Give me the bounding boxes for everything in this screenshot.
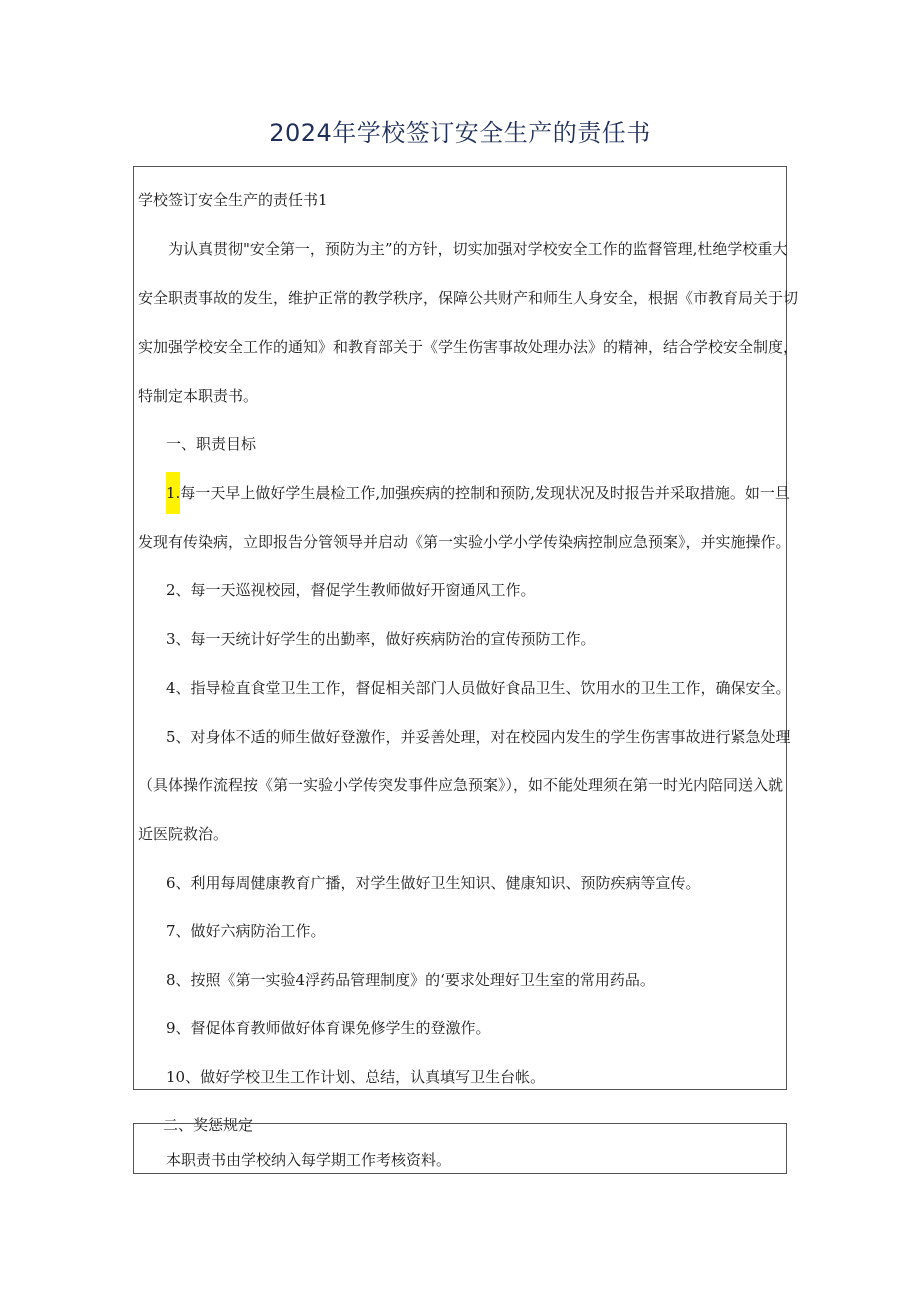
item-5-line-2: （具体操作流程按《第一实验小学传突发事件应急预案》），如不能处理须在第一时光内陪同送入就 <box>138 776 784 794</box>
item-8: 8、按照《第一实验4浮药品管理制度》的‘要求处理好卫生室的常用药品。 <box>166 971 655 989</box>
item-5-line-3: 近医院救治。 <box>138 825 229 843</box>
item-1-marker-highlight: 1. <box>166 472 180 514</box>
intro-line-1: 为认真贯彻"安全第一，预防为主”的方针，切实加强对学校安全工作的监督管理,杜绝学校重大 <box>168 240 788 258</box>
document-title: 2024年学校签订安全生产的责任书 <box>269 119 651 147</box>
intro-line-2: 安全职责事故的发生，维护正常的教学秩序，保障公共财产和师生人身安全，根据《市教育局关于切 <box>138 289 799 307</box>
item-7: 7、做好六病防治工作。 <box>166 922 326 940</box>
item-1-line-2: 发现有传染病，立即报告分管领导并启动《第一实验小学小学传染病控制应急预案》，并实施操作。 <box>138 533 791 551</box>
item-1-text: 每一天早上做好学生晨检工作,加强疾病的控制和预防,发现状况及时报告并采取措施。如一旦 <box>180 484 790 502</box>
item-2: 2、每一天巡视校园，督促学生教师做好开窗通风工作。 <box>166 581 536 599</box>
item-10: 10、做好学校卫生工作计划、总结，认真填写卫生台帐。 <box>166 1068 546 1086</box>
item-3: 3、每一天统计好学生的出勤率，做好疾病防治的宣传预防工作。 <box>166 630 596 648</box>
intro-line-3: 实加强学校安全工作的通知》和教育部关于《学生伤害事故处理办法》的精神，结合学校安全制度， <box>138 338 799 356</box>
section2-line-1: 本职责书由学校纳入每学期工作考核资料。 <box>166 1151 452 1169</box>
section1-heading: 一、职责目标 <box>166 435 257 453</box>
section2-heading: 二、奖惩规定 <box>163 1116 254 1134</box>
document-subtitle: 学校签订安全生产的责任书1 <box>138 191 328 209</box>
intro-line-4: 特制定本职责书。 <box>138 387 259 405</box>
item-4: 4、指导检直食堂卫生工作，督促相关部门人员做好食品卫生、饮用水的卫生工作，确保安全。 <box>166 679 791 697</box>
item-1-line-1 <box>166 483 790 503</box>
item-9: 9、督促体育教师做好体育课免修学生的登激作。 <box>166 1019 491 1037</box>
item-6: 6、利用每周健康教育广播，对学生做好卫生知识、健康知识、预防疾病等宣传。 <box>166 874 701 892</box>
item-5-line-1: 5、对身体不适的师生做好登激作，并妥善处理，对在校园内发生的学生伤害事故进行紧急处理 <box>166 728 791 746</box>
